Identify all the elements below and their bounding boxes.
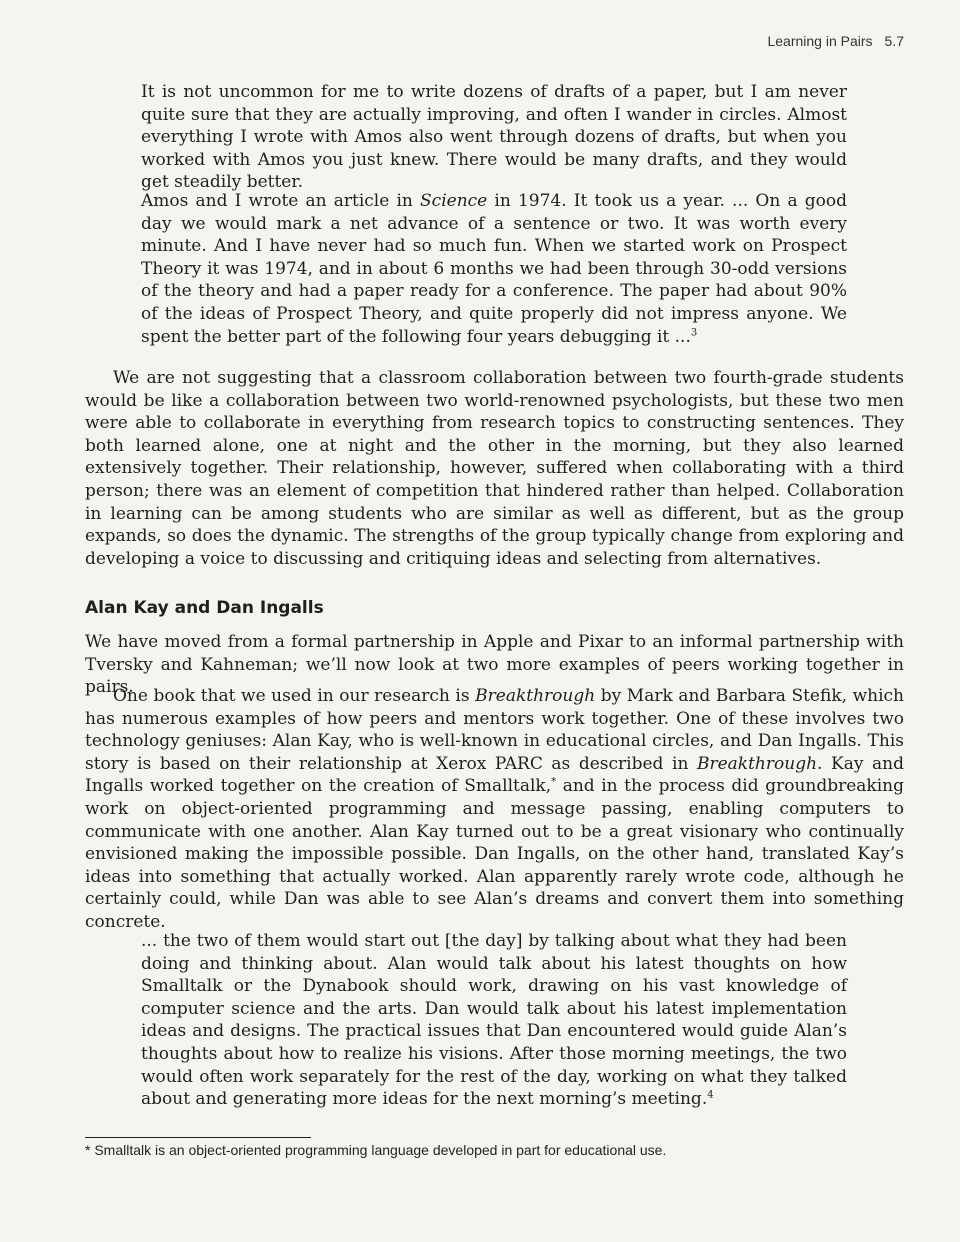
quote-2-paragraph <box>141 190 847 348</box>
para-3-text-3: . Kay and Ingalls worked together on the creation of Smalltalk, <box>85 753 904 797</box>
para-3-text-4: and in the process did groundbreaking work on object-oriented programming and message passing, enabling computers to communicate with one another. Alan Kay turned out to be a great visionary who continually envisioned making the impossible possible. Dan Ingalls, on the other hand, translated Kay’s ideas into something that actually worked. Alan apparently rarely wrote code, although he certainly could, while Dan was able to see Alan’s dreams and convert them into something concrete. <box>85 776 904 932</box>
page-number: 5.7 <box>884 33 904 49</box>
block-quote-2 <box>141 190 847 348</box>
para-3-text-2: by Mark and Barbara Stefik, which has numerous examples of how peers and mentors work together. One of these involves two technology geniuses: Alan Kay, who is well-known in educational circles, and Dan Ingalls. This story is based on their relationship at Xerox PARC as described in <box>85 686 904 774</box>
block-quote-1 <box>141 81 847 194</box>
note-ref-3: 3 <box>690 326 698 338</box>
running-head <box>767 33 904 49</box>
book-title-2: Breakthrough <box>696 753 818 774</box>
journal-title: Science <box>420 191 488 211</box>
footnote: * Smalltalk is an object-oriented programming language developed in part for educational use. <box>85 1142 667 1158</box>
paragraph-1-text: We are not suggesting that a classroom collaboration between two fourth-grade students would be like a collaboration between two world-renowned psychologists, but these two men were able to collaborate in everything from research topics to constructing sentences. They both learned alone, one at night and the other in the morning, but they also learned extensively together. Their relationship, however, suffered when collaborating with a third person; there was an element of competition that hindered rather than helped. Collaboration in learning can be among students who are similar as well as different, but as the group expands, so does the dynamic. The strengths of the group typically change from exploring and developing a voice to discussing and critiquing ideas and selecting from alternatives. <box>85 368 904 569</box>
quote-2-text-before: Amos and I wrote an article in <box>141 191 421 211</box>
block-quote-3 <box>141 930 847 1111</box>
running-head-title: Learning in Pairs <box>767 33 873 49</box>
paragraph-3-text <box>85 685 904 934</box>
quote-2-text-after: in 1974. It took us a year. ... On a good day we would mark a net advance of a sentence or two. It was worth every minute. And I have never had so much fun. When we started work on Prospect Theory it was 1974, and in about 6 months we had been through 30-odd versions of the theory and had a paper ready for a conference. The paper had about 90% of the ideas of Prospect Theory, and quite properly did not impress anyone. We spent the better part of the following four years debugging it ... <box>141 191 847 347</box>
note-ref-4: 4 <box>707 1089 714 1101</box>
book-title-1: Breakthrough <box>475 686 596 706</box>
quote-3-text: ... the two of them would start out [the day] by talking about what they had been doing and thinking about. Alan would talk about his latest thoughts on how Smalltalk or the Dynabook should work, drawing on his vast knowledge of computer science and the arts. Dan would talk about his latest implementation ideas and designs. The practical issues that Dan encountered would guide Alan’s thoughts about how to realize his visions. After those morning meetings, the two would often work separately for the rest of the day, working on what they talked about and generating more ideas for the next morning’s meeting. <box>141 931 847 1110</box>
quote-1-text: It is not uncommon for me to write dozens of drafts of a paper, but I am never quite sure that they are actually improving, and often I wander in circles. Almost everything I wrote with Amos also went through dozens of drafts, but when you worked with Amos you just knew. There would be many drafts, and they would get steadily better. <box>141 82 847 193</box>
body-paragraph-1 <box>85 367 904 570</box>
quote-3-paragraph <box>141 930 847 1111</box>
body-paragraph-3 <box>85 685 904 934</box>
paragraph-2-text: We have moved from a formal partnership in Apple and Pixar to an informal partnership with Tversky and Kahneman; we’ll now look at two more examples of peers working together in pairs. <box>85 632 904 698</box>
para-3-text-1: One book that we used in our research is <box>113 686 476 706</box>
footnote-marker: * <box>551 776 557 788</box>
footnote-rule <box>85 1137 311 1138</box>
section-heading: Alan Kay and Dan Ingalls <box>85 598 324 618</box>
